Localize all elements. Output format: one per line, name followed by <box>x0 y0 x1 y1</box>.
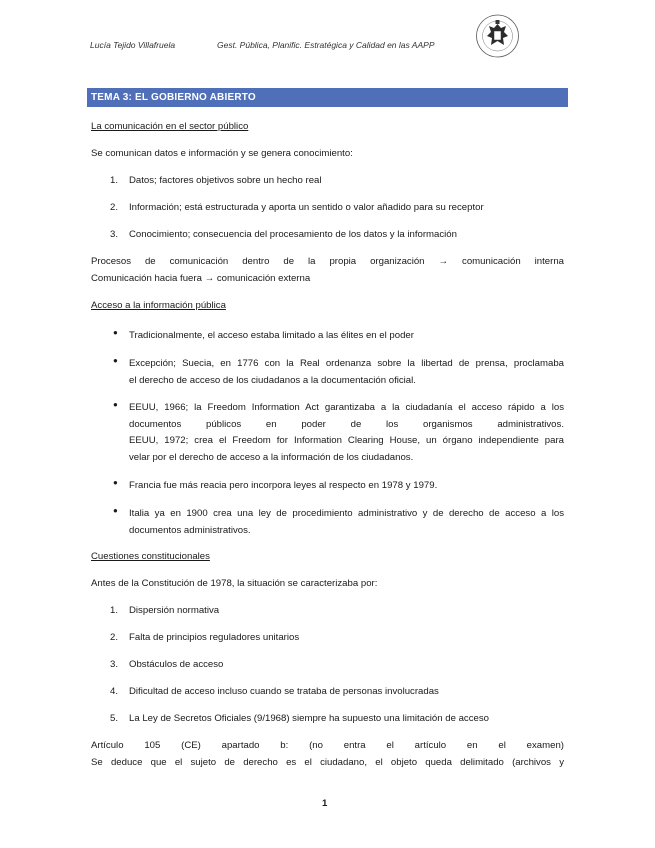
header-subject: Gest. Pública, Planific. Estratégica y Calidad en las AAPP <box>217 40 435 50</box>
heading-acceso: Acceso a la información pública <box>91 300 226 311</box>
section-title-bar: TEMA 3: EL GOBIERNO ABIERTO <box>87 88 568 107</box>
paragraph-line: Artículo 105 (CE) apartado b: (no entra el artículo en el examen) <box>91 740 564 751</box>
heading-comunicacion: La comunicación en el sector público <box>91 121 249 132</box>
paragraph-line: Procesos de comunicación dentro de la propia organización → comunicación interna <box>91 256 564 267</box>
bullet-icon: ● <box>113 506 118 515</box>
bullet-icon: ● <box>113 400 118 409</box>
bullet-icon: ● <box>113 356 118 365</box>
paragraph-line: Comunicación hacia fuera → comunicación externa <box>91 273 311 284</box>
university-seal-icon <box>475 12 520 60</box>
intro-comunicacion: Se comunican datos e información y se genera conocimiento: <box>91 148 353 159</box>
header-author: Lucía Tejido Villafruela <box>90 40 176 50</box>
heading-cuestiones: Cuestiones constitucionales <box>91 551 210 562</box>
paragraph-line: Se deduce que el sujeto de derecho es el ciudadano, el objeto queda delimitado (archivos y <box>91 757 564 768</box>
intro-cuestiones: Antes de la Constitución de 1978, la situación se caracterizaba por: <box>91 578 378 589</box>
bullet-icon: ● <box>113 328 118 337</box>
page-number: 1 <box>322 798 328 809</box>
bullet-icon: ● <box>113 478 118 487</box>
